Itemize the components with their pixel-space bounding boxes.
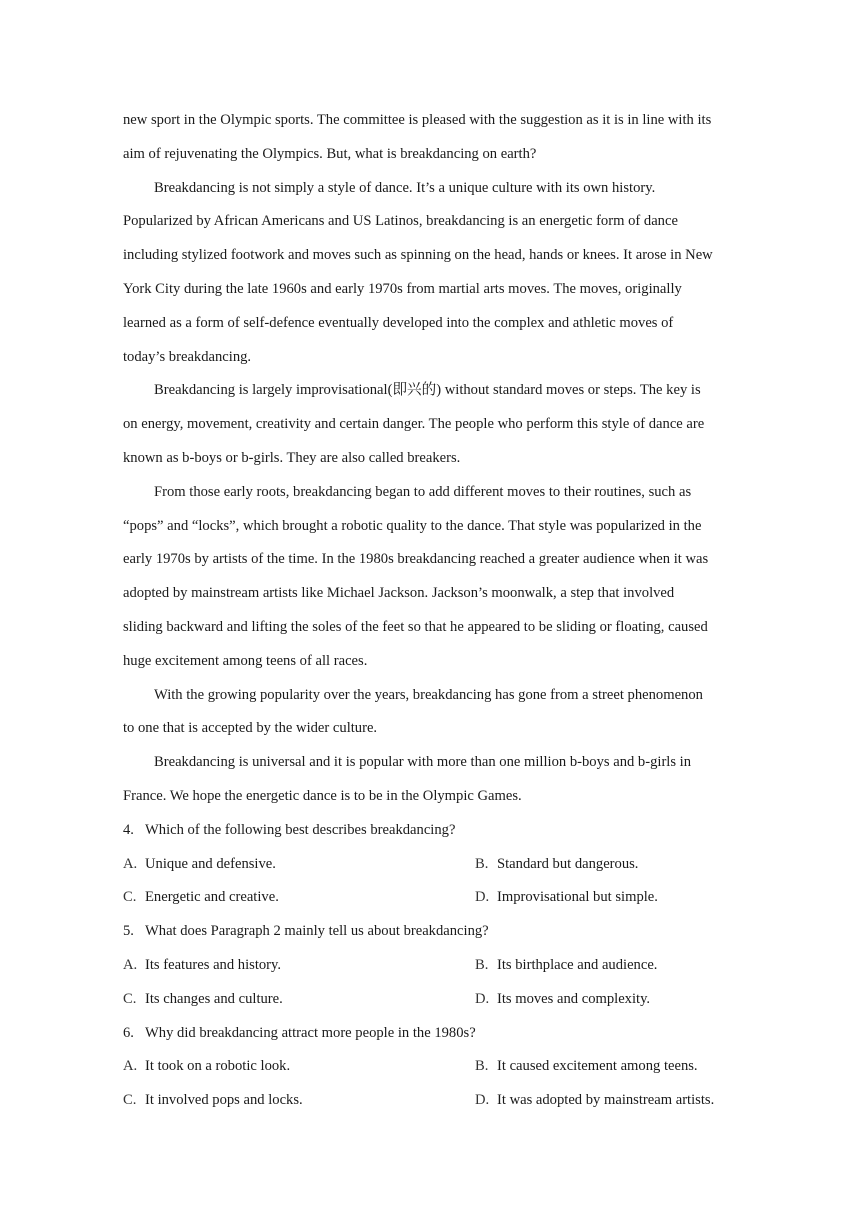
question-number: 6. — [123, 1024, 134, 1041]
question-text: Which of the following best describes breakdancing? — [145, 821, 456, 838]
question-number: 4. — [123, 821, 134, 838]
text-line: York City during the late 1960s and early 1970s from martial arts moves. The moves, originally — [123, 280, 682, 297]
paragraph-3 — [123, 374, 741, 475]
option-letter: A. — [123, 956, 138, 973]
option-letter: C. — [123, 1092, 137, 1109]
option-letter: A. — [123, 855, 138, 872]
question-number: 5. — [123, 923, 134, 940]
option-text: It was adopted by mainstream artists. — [497, 1092, 715, 1109]
text-line: Breakdancing is largely improvisational(即兴的) without standard moves or steps. The key is — [154, 382, 701, 399]
option-text: Standard but dangerous. — [497, 855, 639, 872]
option-a[interactable] — [123, 949, 281, 983]
paragraph-4 — [123, 476, 741, 679]
option-text: Energetic and creative. — [145, 889, 279, 906]
text-line: on energy, movement, creativity and certain danger. The people who perform this style of dance are — [123, 416, 705, 433]
question-6 — [123, 1017, 741, 1118]
text-line: today’s breakdancing. — [123, 348, 252, 365]
option-c[interactable] — [123, 881, 279, 915]
option-d[interactable] — [475, 881, 658, 915]
option-c[interactable] — [123, 1084, 303, 1118]
option-b[interactable] — [475, 949, 657, 983]
option-letter: A. — [123, 1058, 138, 1075]
option-d[interactable] — [475, 1084, 714, 1118]
option-letter: C. — [123, 889, 137, 906]
paragraph-2 — [123, 172, 741, 375]
option-letter: B. — [475, 956, 489, 973]
option-b[interactable] — [475, 1050, 698, 1084]
option-letter: D. — [475, 889, 490, 906]
option-letter: D. — [475, 990, 490, 1007]
text-line: Breakdancing is universal and it is popular with more than one million b-boys and b-girls in — [154, 754, 692, 771]
option-a[interactable] — [123, 1050, 290, 1084]
option-d[interactable] — [475, 983, 650, 1017]
text-line: France. We hope the energetic dance is to be in the Olympic Games. — [123, 787, 522, 804]
option-text: Unique and defensive. — [145, 855, 276, 872]
paragraph-5 — [123, 679, 741, 747]
text-line: adopted by mainstream artists like Michael Jackson. Jackson’s moonwalk, a step that involved — [123, 585, 675, 602]
text-line: With the growing popularity over the years, breakdancing has gone from a street phenomenon — [154, 686, 703, 703]
text-line: “pops” and “locks”, which brought a robotic quality to the dance. That style was popularized in the — [123, 517, 702, 534]
question-4 — [123, 814, 741, 915]
text-line: aim of rejuvenating the Olympics. But, what is breakdancing on earth? — [123, 145, 537, 162]
option-letter: C. — [123, 990, 137, 1007]
text-line: early 1970s by artists of the time. In the 1980s breakdancing reached a greater audience when it was — [123, 551, 709, 568]
option-letter: D. — [475, 1092, 490, 1109]
text-line: Popularized by African Americans and US Latinos, breakdancing is an energetic form of dance — [123, 213, 678, 230]
document-page — [123, 104, 741, 1118]
text-line: including stylized footwork and moves such as spinning on the head, hands or knees. It arose in New — [123, 247, 713, 264]
question-text: What does Paragraph 2 mainly tell us about breakdancing? — [145, 923, 489, 940]
option-text: Its birthplace and audience. — [497, 956, 658, 973]
option-text: Improvisational but simple. — [497, 889, 658, 906]
option-a[interactable] — [123, 848, 276, 882]
text-line: sliding backward and lifting the soles of the feet so that he appeared to be sliding or floating, caused — [123, 618, 708, 635]
option-b[interactable] — [475, 848, 638, 882]
question-text: Why did breakdancing attract more people in the 1980s? — [145, 1024, 476, 1041]
option-c[interactable] — [123, 983, 283, 1017]
text-line: huge excitement among teens of all races. — [123, 652, 368, 669]
option-text: Its features and history. — [145, 956, 282, 973]
text-line: new sport in the Olympic sports. The committee is pleased with the suggestion as it is in line with its — [123, 112, 712, 128]
text-line: Breakdancing is not simply a style of dance. It’s a unique culture with its own history. — [154, 179, 656, 196]
option-text: Its moves and complexity. — [497, 990, 651, 1007]
question-5 — [123, 915, 741, 1016]
option-text: It involved pops and locks. — [145, 1092, 303, 1109]
text-line: known as b-boys or b-girls. They are also called breakers. — [123, 449, 461, 466]
option-letter: B. — [475, 1058, 489, 1075]
text-line: learned as a form of self-defence eventually developed into the complex and athletic moves of — [123, 314, 674, 331]
option-text: Its changes and culture. — [145, 990, 283, 1007]
paragraph-6 — [123, 746, 741, 814]
option-letter: B. — [475, 855, 489, 872]
text-line: to one that is accepted by the wider culture. — [123, 720, 378, 737]
paragraph-continuation — [123, 104, 741, 172]
text-line: From those early roots, breakdancing began to add different moves to their routines, such as — [154, 483, 692, 500]
option-text: It caused excitement among teens. — [497, 1058, 698, 1075]
option-text: It took on a robotic look. — [145, 1058, 291, 1075]
